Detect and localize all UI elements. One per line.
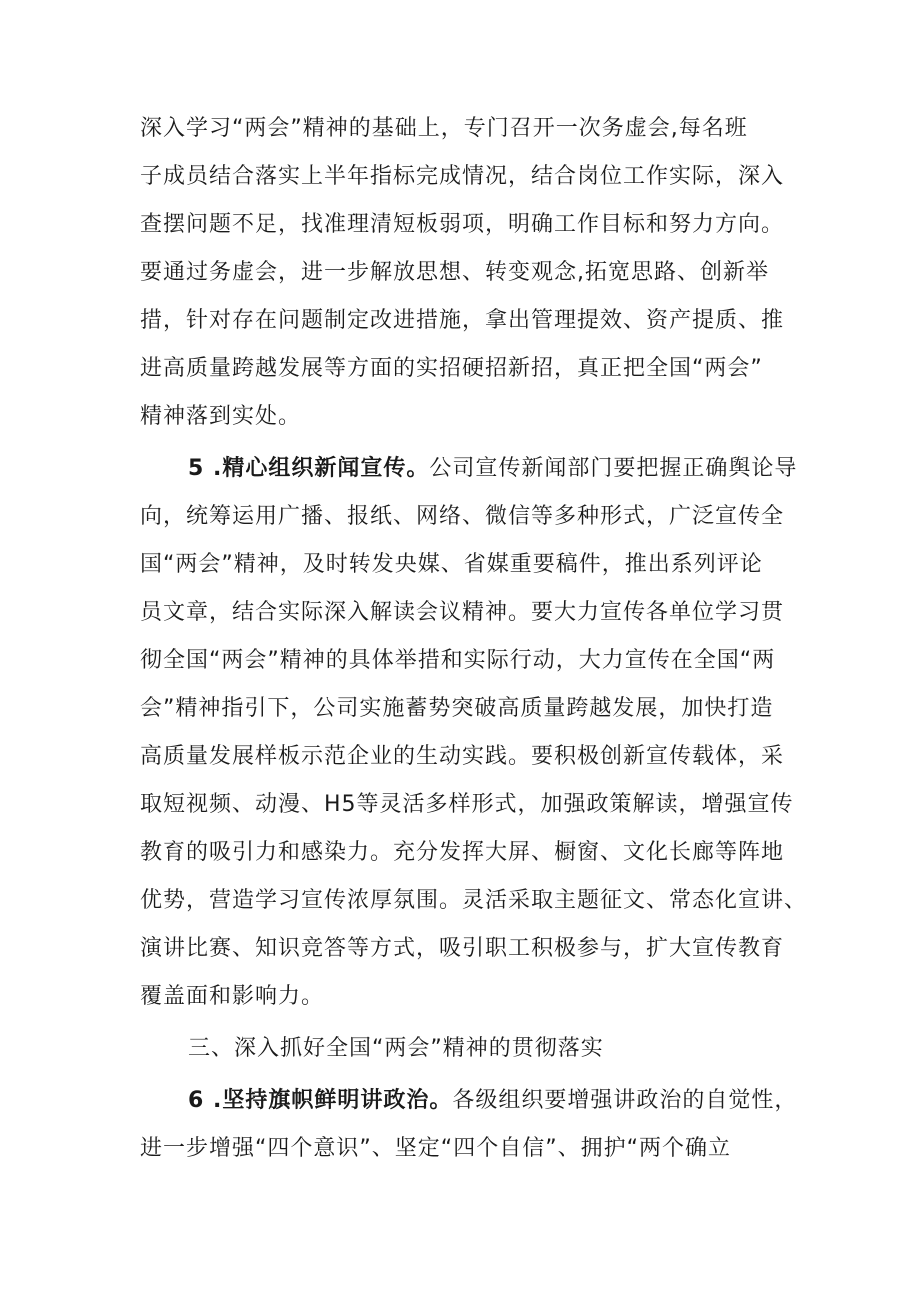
paragraph-line: 教育的吸引力和感染力。充分发挥大屏、橱窗、文化长廊等阵地 — [140, 840, 785, 865]
item-5-text: 公司宣传新闻部门要把握正确舆论导 — [429, 456, 798, 481]
item-6-first-line — [188, 1086, 797, 1116]
paragraph-line: 优势，营造学习宣传浓厚氛围。灵活采取主题征文、常态化宣讲、 — [140, 888, 808, 913]
item-5-first-line — [188, 454, 797, 484]
paragraph-line: 查摆问题不足，找准理清短板弱项，明确工作目标和努力方向。 — [140, 212, 785, 237]
paragraph-line: 会”精神指引下，公司实施蓄势突破高质量跨越发展，加快打造 — [140, 696, 774, 721]
item-6-text: 各级组织要增强讲政治的自觉性， — [452, 1088, 798, 1113]
item-5-number: 5 . — [188, 456, 223, 481]
item-6-number: 6 . — [188, 1088, 223, 1113]
paragraph-line: 国“两会”精神，及时转发央媒、省媒重要稿件，推出系列评论 — [140, 552, 763, 577]
paragraph-line: 取短视频、动漫、H5等灵活多样形式，加强政策解读，增强宣传 — [140, 792, 794, 817]
paragraph-line: 高质量发展样板示范企业的生动实践。要积极创新宣传载体，采 — [140, 744, 785, 769]
paragraph-line: 员文章，结合实际深入解读会议精神。要大力宣传各单位学习贯 — [140, 600, 785, 625]
paragraph-line: 深入学习“两会”精神的基础上，专门召开一次务虚会,每名班 — [140, 116, 748, 141]
item-5-title: 精心组织新闻宣传。 — [222, 456, 430, 481]
paragraph-line: 覆盖面和影响力。 — [140, 984, 325, 1009]
section-heading-3: 三、深入抓好全国“两会”精神的贯彻落实 — [188, 1036, 604, 1061]
paragraph-line: 子成员结合落实上半年指标完成情况，结合岗位工作实际，深入 — [140, 164, 785, 189]
paragraph-line: 演讲比赛、知识竞答等方式，吸引职工积极参与，扩大宣传教育 — [140, 936, 785, 961]
paragraph-line: 进一步增强“四个意识”、坚定“四个自信”、拥护“两个确立 — [140, 1136, 731, 1161]
paragraph-line: 要通过务虚会，进一步解放思想、转变观念,拓宽思路、创新举 — [140, 260, 769, 285]
paragraph-line: 彻全国“两会”精神的具体举措和实际行动，大力宣传在全国“两 — [140, 648, 776, 673]
paragraph-line: 精神落到实处。 — [140, 404, 302, 429]
paragraph-line: 措，针对存在问题制定改进措施，拿出管理提效、资产提质、推 — [140, 308, 785, 333]
paragraph-line: 进高质量跨越发展等方面的实招硬招新招，真正把全国“两会” — [140, 356, 763, 381]
paragraph-line: 向，统筹运用广播、报纸、网络、微信等多种形式，广泛宣传全 — [140, 504, 785, 529]
item-6-title: 坚持旗帜鲜明讲政治。 — [222, 1088, 453, 1113]
